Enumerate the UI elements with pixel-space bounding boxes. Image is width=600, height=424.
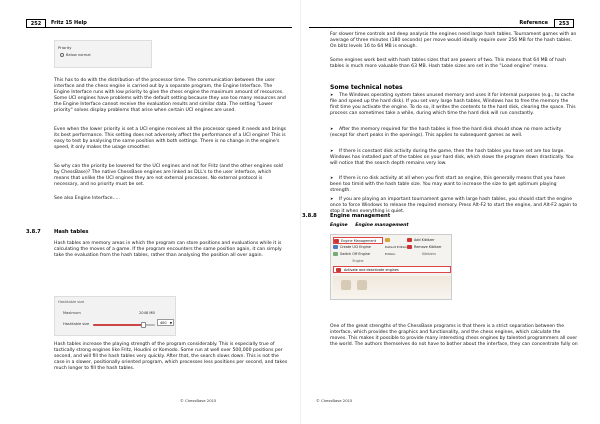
default-edition-label: Default Edition <box>385 245 408 249</box>
group-label: Kibitzers <box>422 252 436 256</box>
paragraph: Some engines work best with hash tables sizes that are powers of two. This means that 64 MB of hash tables is much more valuable than 63 MB. Hash table sizes are set in the "Load engine" menu. <box>330 58 567 69</box>
remove-kibitzer-button[interactable] <box>407 244 451 251</box>
arrow-bullet-icon: ➤ <box>330 126 334 131</box>
paragraph: So why can the priority be lowered for the UCI engines and not for Fritz (and the other engines sold by ChessBase)? The native ChessBase engines are linked as DLL's to the user interface, which means that unlike the UCI engines they are not external processes. No external protocol is necessary, and no priority must be set. <box>54 164 283 187</box>
hashtable-size-dropdown[interactable] <box>157 319 174 326</box>
power-icon <box>333 252 338 256</box>
page-number: 253 <box>554 19 574 28</box>
below-normal-radio[interactable] <box>60 53 64 57</box>
faded-icon <box>341 280 351 290</box>
bullet-item <box>330 175 578 194</box>
hashtable-title: Hashtable size <box>58 300 85 304</box>
section-number: 3.8.7 <box>26 229 41 235</box>
button-label: Engine Management <box>341 239 377 243</box>
hashtable-size-label: Hashtable size <box>63 322 90 326</box>
right-page-header <box>309 19 574 28</box>
header-title: Fritz 15 Help <box>51 20 87 26</box>
kibitzer-group <box>407 237 451 256</box>
arrow-bullet-icon: ➤ <box>330 175 334 180</box>
hashtable-size-value: 400 <box>160 321 167 325</box>
bullet-text: The Windows operating system takes unused memory and uses it for internal purposes (e.g., to cache file and speed up the hard disk). If you set very large hash tables, Windows has to free the memory the first time you activate the engine. To do so, it writes the contents to the hard disk, clearing the space. This process can sometimes take a while, during which time the hard disk will run constantly. <box>330 93 576 116</box>
see-also-link[interactable]: See also Engine Interface..... <box>54 196 120 201</box>
hashtable-size-slider[interactable] <box>93 324 155 326</box>
add-kibitzer-button[interactable] <box>407 237 451 244</box>
paragraph: For slower time controls and deep analysis the engines need large hash tables. Tournament games with an average of three minutes (180 seconds) per move would ideally require over 256 MB for the hash tables. On blitz levels 16 to 64 MB is enough. <box>330 32 577 49</box>
tooltip-text: Activate and deactivate engines <box>344 268 399 272</box>
paragraph: One of the great strengths of the ChessBase programs is that there is a strict separation between the interface, which provides the graphics and functionality, and the chess engines, which calculate the moves. This makes it possible to provide many interesting chess engines by talented programmers all over the world. The authors themselves do not have to bother about the interface, they can concentrate fully on <box>330 324 578 347</box>
bullet-text: If you are playing an important tournament game with large hash tables, you should start the engine once to force Windows to release the required memory. Press Alt-F2 to start the engine, and Alt-F2 again to stop it when everything is quiet. <box>330 197 578 214</box>
bullet-item <box>330 126 578 139</box>
default-edition-button[interactable] <box>385 237 403 244</box>
switch-off-engine-button[interactable] <box>333 251 383 258</box>
button-label: Create UCI Engine <box>340 245 371 249</box>
priority-screenshot <box>54 40 152 68</box>
button-label: Remove Kibitzer <box>414 245 442 249</box>
engine-tooltip-bar <box>333 266 451 273</box>
uci-icon <box>333 245 338 249</box>
section-title: Engine management <box>330 213 391 219</box>
faded-background <box>333 276 451 298</box>
page-number: 252 <box>26 19 46 28</box>
header-title: Reference <box>519 20 548 26</box>
footer: © ChessBase 2015 <box>180 398 217 403</box>
slider-knob[interactable] <box>141 322 146 328</box>
section-number: 3.8.8 <box>302 213 317 219</box>
paragraph: Hash tables increase the playing strength of the program considerably. This is especially true of tactically strong engines like Fritz, Houdini or Komodo. Some run at well over 500,000 positions per second, and will fill the hash tables very quickly. After that, the search slows down. This is not the case in a slower, positionally oriented program, which processes less positions per second, and takes much longer to fill the hash tables. <box>54 342 288 371</box>
maximum-value: 2048 MB <box>139 311 155 315</box>
remove-kibitzer-icon <box>407 245 412 249</box>
engine-icon <box>336 268 341 272</box>
bullet-item <box>330 148 578 167</box>
bullet-text: After the memory required for the hash tables is free the hard disk should show no more activity (except for short peaks in the openings). This applies to subsequent games as well. <box>330 127 562 138</box>
group-label: Engine <box>352 259 364 263</box>
paragraph: Even when the lower priority is set a UCI engine receives all the processor speed it needs and brings its best performance. This setting does not adversely affect the performance of a UCI engine! This is easy to test by analysing the same position with both settings. There is no change in the engine's speed, it only makes the usage smoother. <box>54 127 287 150</box>
menu-path <box>330 223 415 228</box>
button-label: Switch Off Engine <box>340 252 370 256</box>
paragraph: This has to do with the distribution of the processor time. The communication between the user interface and the chess engine is carried out by a separate program, the Engine Interface. The Engine Interface runs with low priority to give the chess engine the maximum amount of resources. Some UCI engines have problems with the default setting because they use too many resources and the Engine Interface cannot receive the evaluation results and similar data. The setting "Lower priority" solves display problems that arise when certain UCI engines are used. <box>54 78 286 113</box>
engine-icon <box>334 239 339 243</box>
create-uci-engine-button[interactable] <box>333 244 383 251</box>
paragraph: Hash tables are memory areas in which the program can store positions and evaluations while it is calculating the moves of a game. If the program encounters the same position again, it can simply take the evaluation from the hash tables, rather than analysing the position all over again. <box>54 241 282 258</box>
menu-path-engine: Engine <box>330 223 348 228</box>
arrow-bullet-icon: ➤ <box>330 196 334 201</box>
maximum-label: Maximum <box>63 311 81 315</box>
add-kibitzer-icon <box>407 238 412 242</box>
left-page-header <box>26 19 292 28</box>
arrow-bullet-icon: ➤ <box>330 92 334 97</box>
hashtable-screenshot <box>54 296 176 336</box>
bullet-item <box>330 92 578 117</box>
edition-icon <box>385 238 390 242</box>
bullet-text: If there is constant disk activity during the game, then the hash tables you have set are too large. Windows has installed part of the tables on your hard disk, which slows the program down drastically. You will notice that the search depth remains very low. <box>330 149 574 166</box>
section-title: Hash tables <box>54 229 89 235</box>
arrow-bullet-icon: ➤ <box>330 148 334 153</box>
faded-icon <box>357 280 367 290</box>
edition-label: Edition <box>385 252 396 256</box>
engine-ribbon-screenshot <box>330 234 452 300</box>
slider-fill <box>93 324 144 326</box>
chevron-down-icon: ▼ <box>169 321 172 325</box>
engine-group <box>333 237 383 263</box>
edition-group <box>385 237 408 258</box>
button-label: Add Kibitzer <box>414 238 435 242</box>
below-normal-label: Below normal <box>66 53 91 57</box>
bullet-text: If there is no disk activity at all when you first start an engine, this generally means that you have been too timid with the hash table size. You may want to increase the size to get optimum playing strength. <box>330 176 566 193</box>
subheading: Some technical notes <box>330 84 403 91</box>
engine-management-button[interactable] <box>333 237 383 244</box>
menu-path-engine-management: Engine management <box>355 223 409 228</box>
footer: © ChessBase 2015 <box>316 398 353 403</box>
priority-label: Priority <box>58 45 72 50</box>
